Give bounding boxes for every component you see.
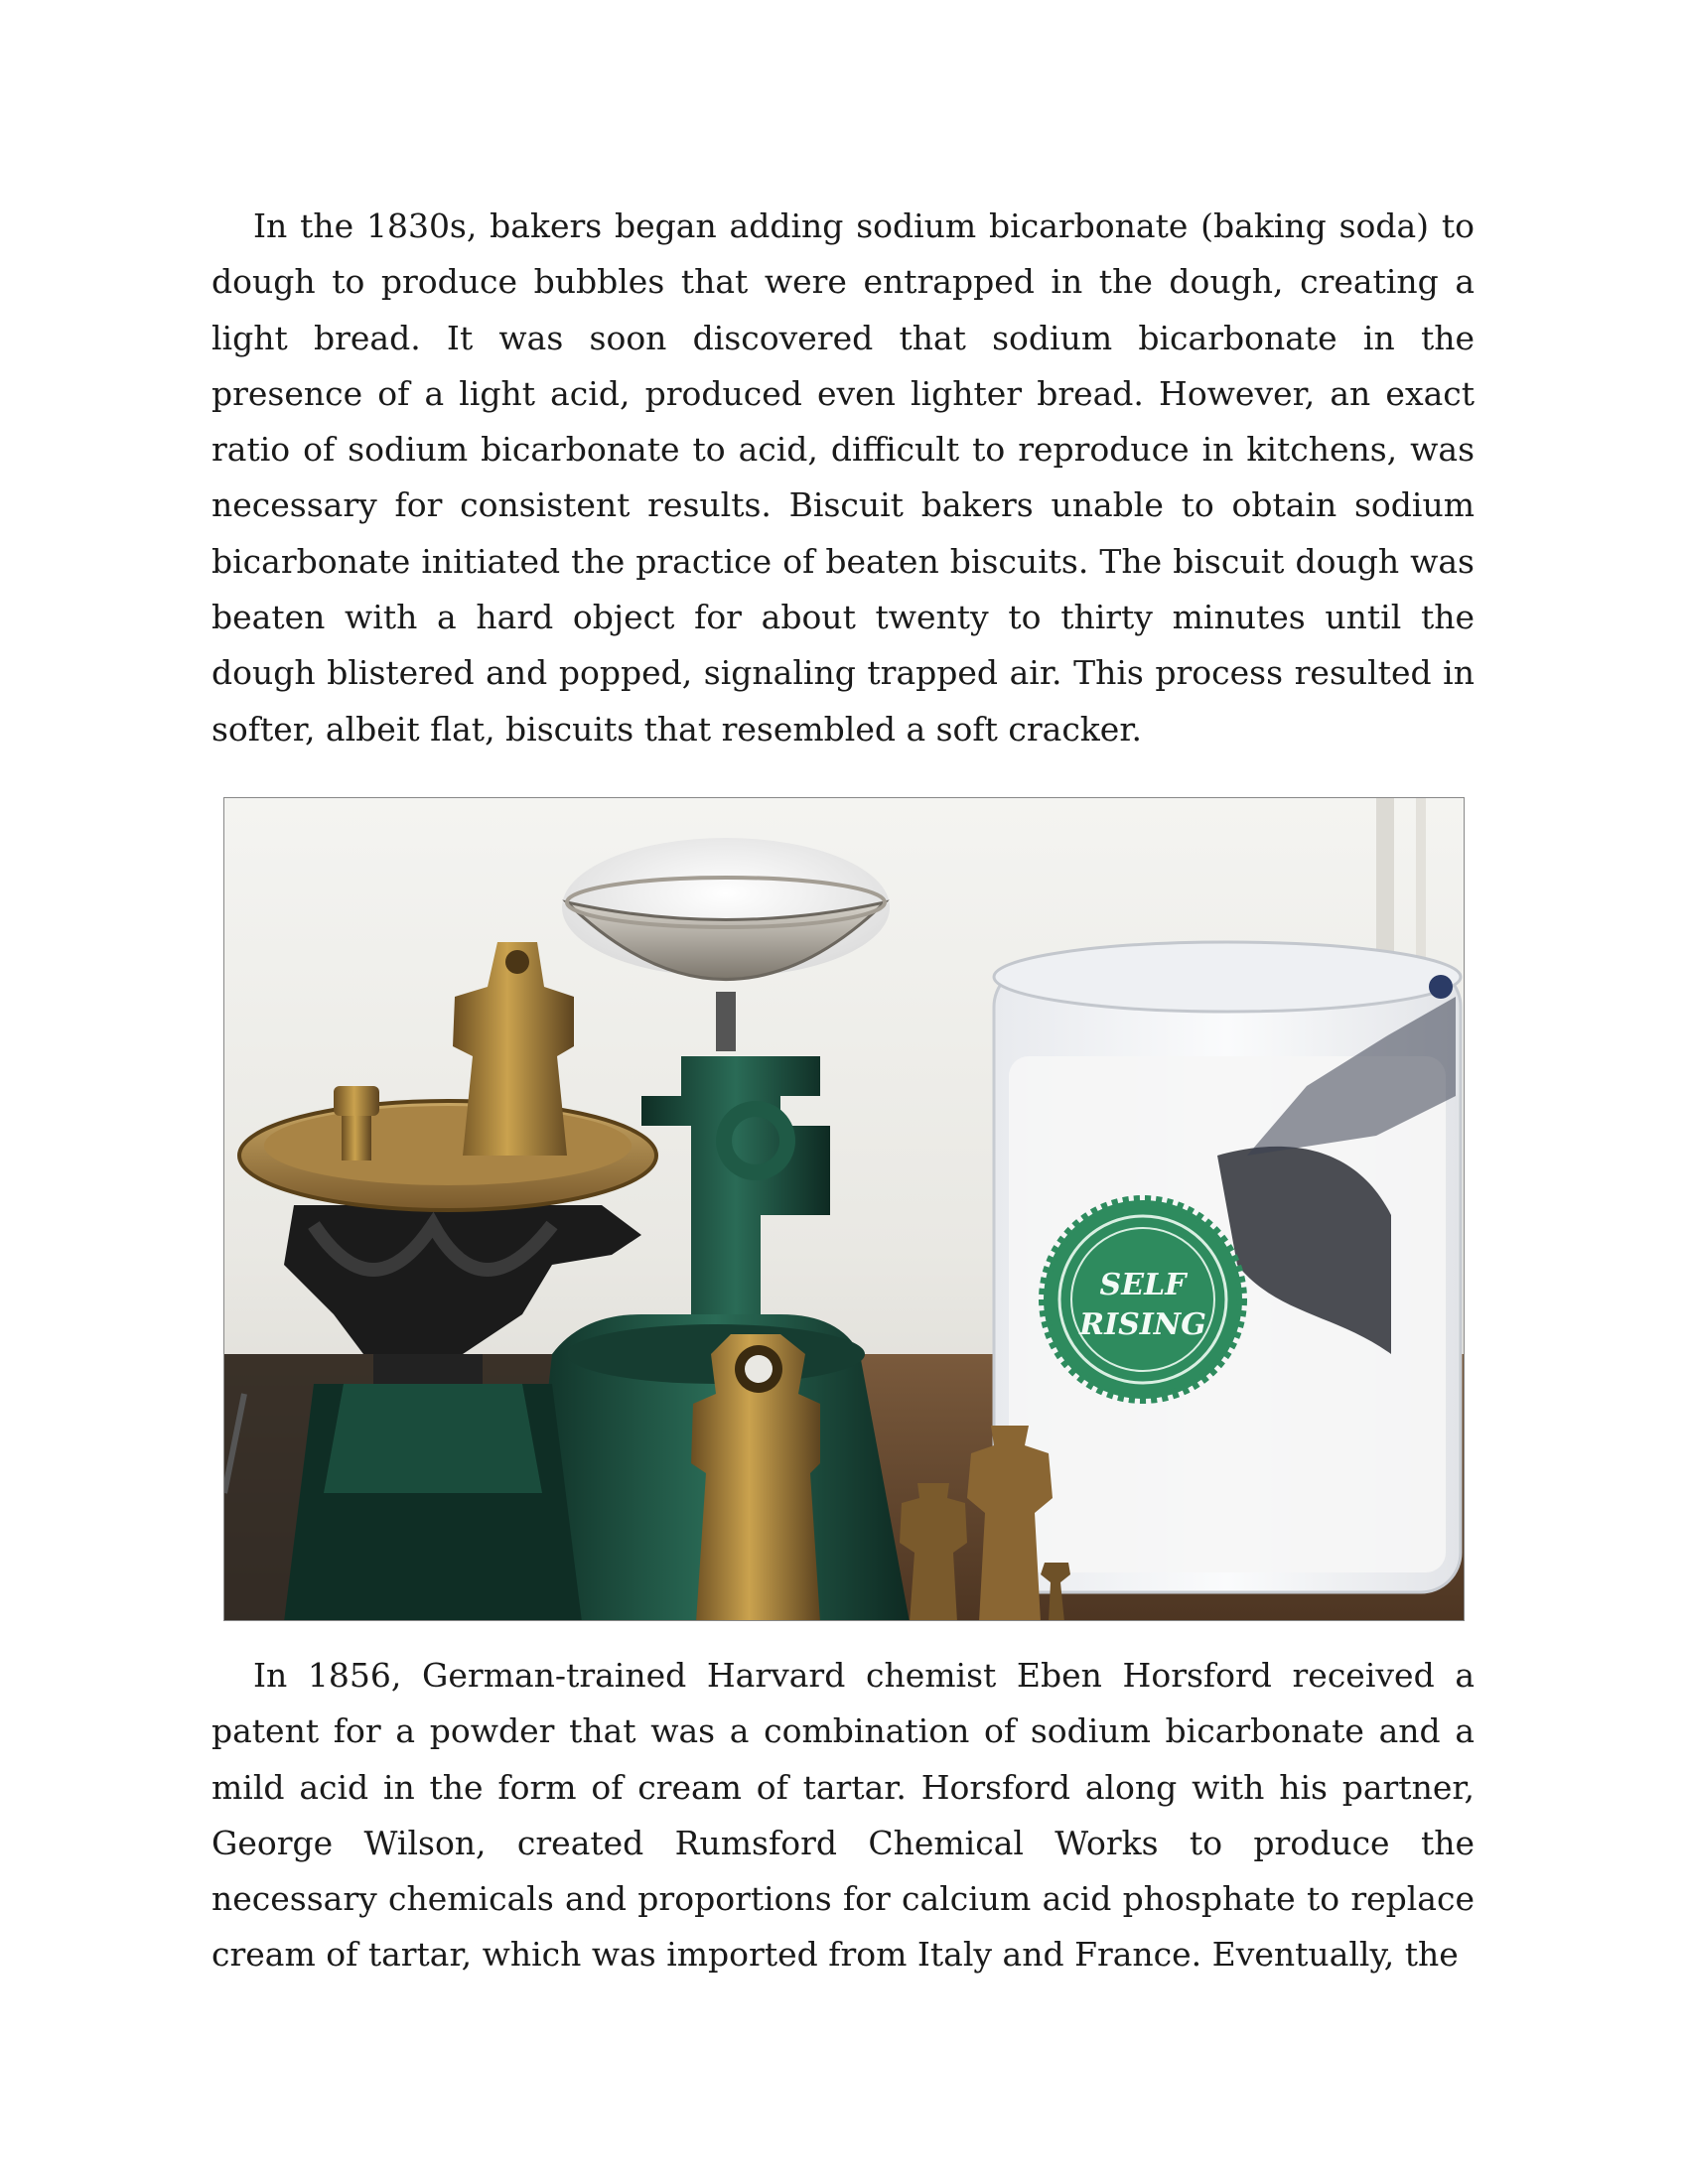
self-rising-seal-icon (1044, 1200, 1242, 1399)
seal-text-line2: RISING (1079, 1307, 1206, 1342)
paragraph-2: In 1856, German-trained Harvard chemist Eben Horsford received a patent for a powder that was a combination of sodium bicarbonate and a mild acid in the form of cream of tartar. Horsford along with his partner, George Wilson, created Rumsford Chemical Works to produce the necessary chemicals and proportions for calcium acid phosphate to replace cream of tartar, which was imported from Italy and France. Eventually, the (211, 1656, 1475, 1975)
photo-kitchen-scale-and-flour-jar (223, 797, 1465, 1621)
seal-text-line1: SELF (1099, 1268, 1187, 1302)
paragraph-1: In the 1830s, bakers began adding sodium bicarbonate (baking soda) to dough to produce bubbles that were entrapped in the dough, creating a light bread. It was soon discovered that sodium bicarbonate in the presence of a light acid, produced even lighter bread. However, an exact ratio of sodium bicarbonate to acid, difficult to reproduce in kitchens, was necessary for consistent results. Biscuit bakers unable to obtain sodium bicarbonate initiated the practice of beaten biscuits. The biscuit dough was beaten with a hard object for about twenty to thirty minutes until the dough blistered and popped, signaling trapped air. This process resulted in softer, albeit flat, biscuits that resembled a soft cracker. (211, 206, 1475, 749)
